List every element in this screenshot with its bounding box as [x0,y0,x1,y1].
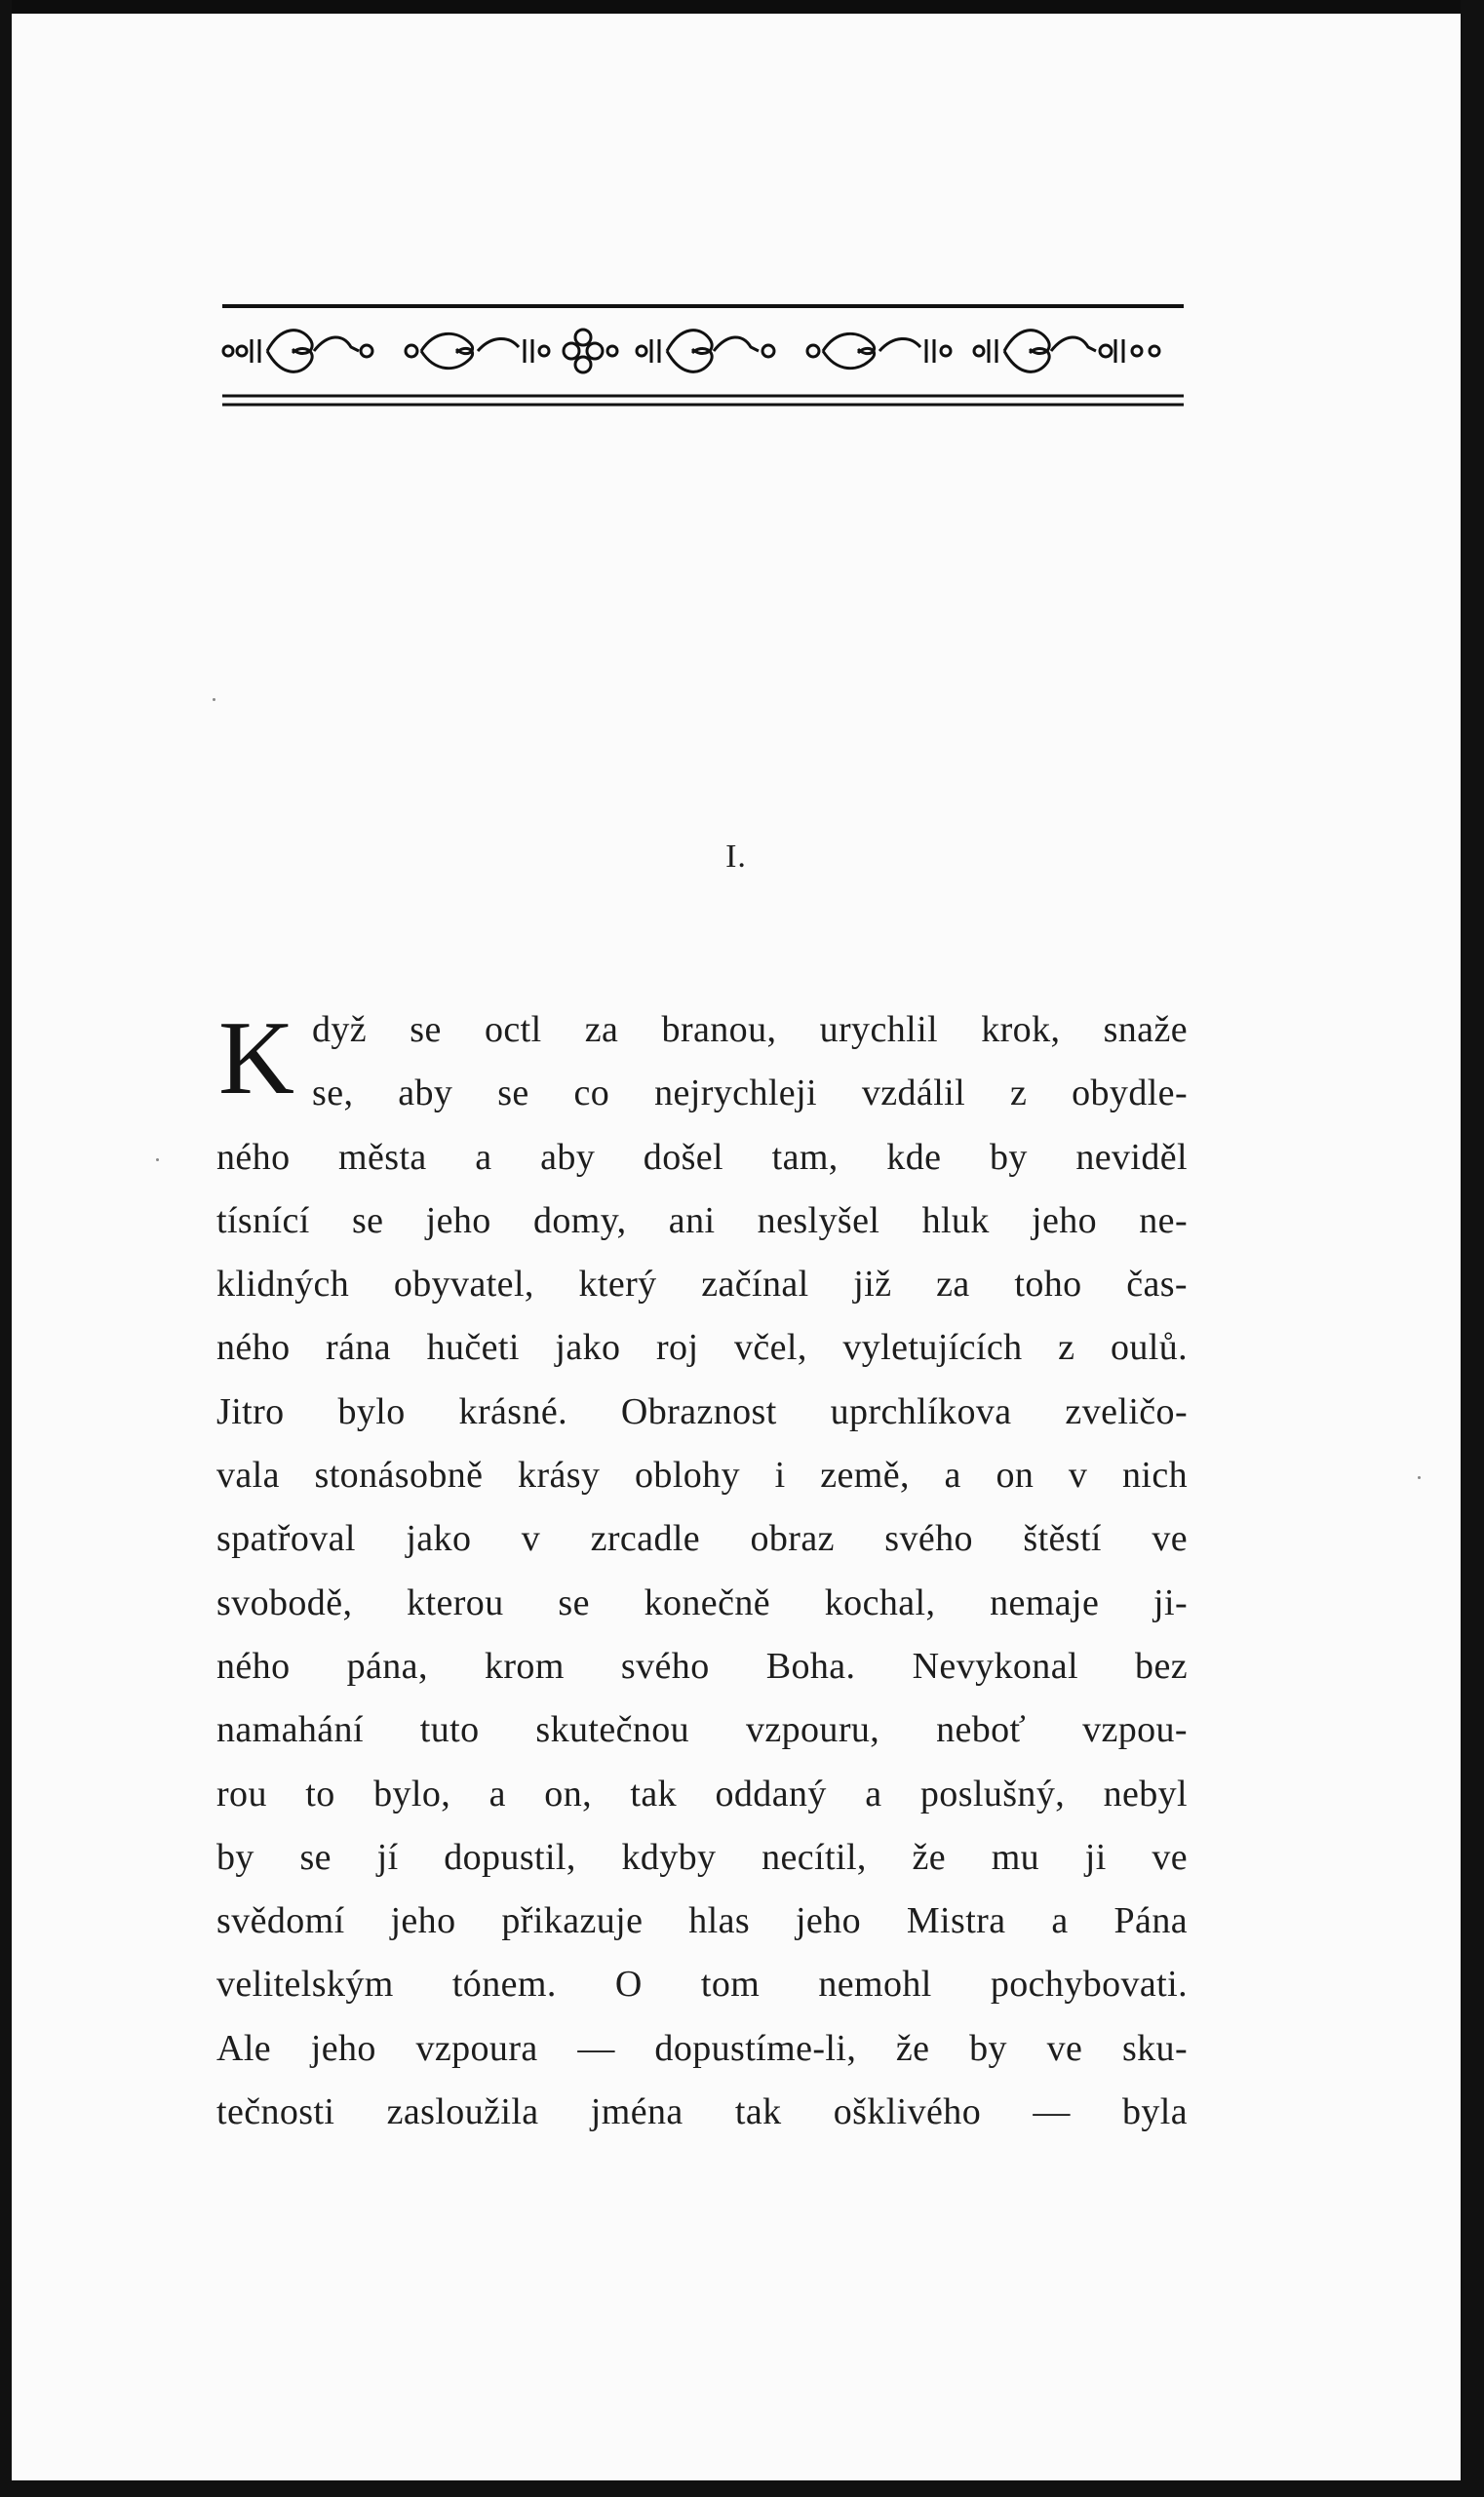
chapter-number: I. [725,839,747,875]
text-line: velitelským tónem. O tom nemohl pochybovati. [216,1964,1188,2006]
text-line: ného pána, krom svého Boha. Nevykonal bez [216,1645,1188,1687]
text-line: svobodě, kterou se konečně kochal, nemaje ji- [216,1581,1188,1623]
text-line: Jitro bylo krásné. Obraznost uprchlíkova zveličo- [216,1390,1188,1432]
text-line: svědomí jeho přikazuje hlas jeho Mistra a Pána [216,1900,1188,1942]
text-line: rou to bylo, a on, tak oddaný a poslušný, nebyl [216,1773,1188,1814]
text-line: vala stonásobně krásy oblohy i země, a on v nich [216,1455,1188,1497]
text-line: namahání tuto skutečnou vzpouru, neboť vzpou- [216,1709,1188,1751]
paragraph-text [216,998,1188,2144]
text-line: Ale jeho vzpoura — dopustíme-li, že by ve sku- [216,2027,1188,2069]
scan-speck [156,1158,159,1161]
text-line: ného rána hučeti jako roj včel, vyletujících z oulů. [216,1327,1188,1369]
scan-bottom-edge [0,2479,1484,2497]
text-line: tečnosti zasloužila jména tak ošklivého — byla [216,2091,1188,2133]
text-line: spatřoval jako v zrcadle obraz svého štěstí ve [216,1518,1188,1560]
text-line: dyž se octl za branou, urychlil krok, snaže [312,1009,1188,1050]
drop-cap-letter: K [218,1000,294,1116]
scan-right-edge [1461,0,1484,2497]
text-line: tísnící se jeho domy, ani neslyšel hluk jeho ne- [216,1199,1188,1241]
scan-left-edge [0,0,12,2497]
book-page [12,14,1461,2480]
scan-speck [213,698,215,701]
text-line: by se jí dopustil, kdyby necítil, že mu ji ve [216,1836,1188,1878]
floral-ornament-icon [213,289,1184,415]
text-line: ného města a aby došel tam, kde by neviděl [216,1136,1188,1178]
text-line: se, aby se co nejrychleji vzdálil z obydle- [312,1073,1188,1114]
text-line: klidných obyvatel, který začínal již za toho čas- [216,1264,1188,1306]
scan-speck [1418,1476,1421,1479]
